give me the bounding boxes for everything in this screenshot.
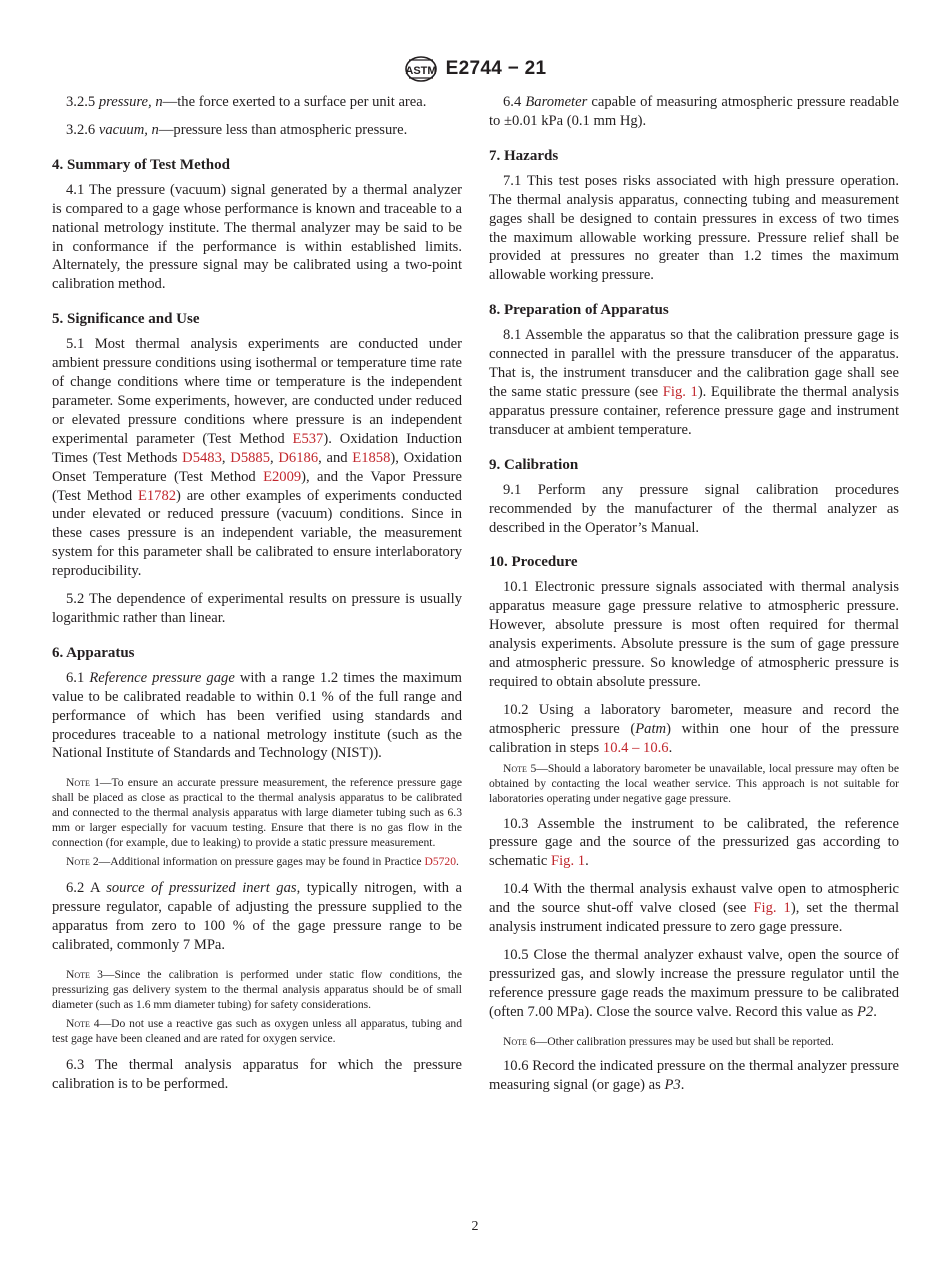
paragraph-8-1 [489,326,899,439]
note-label: Note 4 [66,1017,100,1030]
text-span: , [270,449,279,466]
note-text: —Do not use a reactive gas such as oxygen unless all apparatus, tubing and test gage have been cleaned and are rated for oxygen service. [52,1017,462,1045]
defined-term: Reference pressure gage [89,669,235,686]
note-text: —To ensure an accurate pressure measurement, the reference pressure gage shall be placed as close as practical to the thermal analysis apparatus to be calibrated and connected to the thermal analysis apparatus with large diameter tubing such as 6.3 mm or larger especially for vacuum testing. Ensure that there is no gas flow in the connection (for example, due to leaking) to provide a static pressure measurement. [52,776,462,850]
paragraph-10-4 [489,880,899,937]
defined-term: vacuum, n [98,121,159,138]
definition-text: —pressure less than atmospheric pressure. [158,121,408,138]
note-label: Note 3 [66,968,103,981]
clause-number: 6.1 [66,669,90,686]
reference-link-fig-1[interactable]: Fig. 1 [753,900,791,917]
symbol-term: Patm [635,720,667,737]
text-span: . [585,853,589,870]
paragraph-3-2-6 [52,121,462,140]
note-4 [52,1016,462,1046]
paragraph-6-3: 6.3 The thermal analysis apparatus for which the pressure calibration is to be performed. [52,1057,462,1092]
text-span: , typically nitrogen, with a pressure regulator, capable of adjusting the pressure supplied to the apparatus from zero to 100 % of the gage pressure range to be calibrated, commonly 7 MPa. [52,880,463,954]
defined-term: source of pressurized inert gas [106,880,297,897]
page-header [0,54,950,84]
note-text: —Additional information on pressure gages may be found in Practice [98,855,425,869]
note-text: —Since the calibration is performed under static flow conditions, the pressurizing gas delivery system to the thermal analysis apparatus should be of small diameter (such as 1.6 mm diameter tubing) for safety considerations. [52,968,462,1011]
right-column [489,93,899,1103]
text-span: , and [318,449,353,466]
text-span: . [873,1003,877,1020]
clause-number: 6.2 A [66,880,107,897]
astm-logo-icon [404,55,438,83]
defined-term: pressure, n [98,94,163,110]
note-3 [52,967,462,1012]
text-span: ), set the thermal analysis instrument indicated pressure to zero gage pressure. [489,900,900,936]
text-span: . [680,1076,685,1093]
reference-link-e1858[interactable]: E1858 [352,449,391,466]
reference-link-d5720[interactable]: D5720 [424,855,457,869]
note-6 [489,1034,899,1049]
paragraph-3-2-5 [52,93,462,112]
text-span: 10.6 Record the indicated pressure on the thermal analyzer pressure measuring signal (or gage) as [489,1057,899,1093]
clause-number: 6.4 [503,94,526,110]
reference-link-e1782[interactable]: E1782 [137,487,177,504]
text-span: 5.1 Most thermal analysis experiments are conducted under ambient pressure conditions using isothermal or temperature time rate of change conditions where time or temperature is the independent parameter. Some experiments, however, are conducted under reduced or elevated pressure conditions where pressure is an independent experimental parameter (Test Method [52,336,462,447]
clause-number: 3.2.5 [66,94,99,110]
text-span: 8.1 Assemble the apparatus so that the calibration pressure gage is connected in parallel with the pressure transducer of the apparatus. That is, the instrument transducer and the calibration gage shall see the same static pressure (see [489,327,899,400]
note-text: —Other calibration pressures may be used but shall be reported. [535,1034,834,1048]
reference-link-e537[interactable]: E537 [292,430,324,447]
text-span: , [221,449,231,466]
notes-group-1-2 [52,775,462,869]
text-span: ), Oxidation Onset Temperature (Test Method [52,449,463,485]
text-span: 10.5 Close the thermal analyzer exhaust valve, open the source of pressurized gas, and slowly increase the pressure regulator until the reference pressure gage reads the maximum pressure to be calibrated (often 7.00 MPa). Close the source valve. Record this value as [489,947,899,1020]
note-label: Note 6 [503,1034,536,1048]
text-span: 10.2 Using a laboratory barometer, measure and record the atmospheric pressure ( [489,701,899,737]
paragraph-10-1: 10.1 Electronic pressure signals associated with thermal analysis apparatus measure gage pressure relative to atmospheric pressure. However, absolute pressure is most often required for thermal analysis experiments. Absolute pressure is the sum of gage pressure and atmospheric pressure. So knowledge of atmospheric pressure is required to obtain absolute pressure. [489,579,899,690]
svg-text:ASTM: ASTM [405,65,437,77]
reference-link-steps-10-4-10-6[interactable]: 10.4 – 10.6 [602,739,669,756]
reference-link-d5483[interactable]: D5483 [182,449,222,466]
paragraph-7-1: 7.1 This test poses risks associated with high pressure operation. The thermal analysis apparatus, connecting tubing and measurement gages shall be designed to contain pressures in excess of two times the maximum allowable working pressure. Pressure relief shall be provided at pressures no greater than 1.2 times the maximum allowable working pressure. [489,172,899,284]
paragraph-6-1 [52,669,462,764]
left-column [52,93,462,1103]
paragraph-10-3 [489,815,899,872]
paragraph-6-2 [52,879,462,955]
defined-term: Barometer [525,94,588,110]
paragraph-10-5 [489,946,899,1022]
text-span: ) are other examples of experiments conducted under elevated or reduced pressure (vacuum) conditions. Since in these cases pressure is an independent variable, the measurement system for this parameter shall be calibrated to ensure interlaboratory reproducibility. [52,487,462,580]
page-number: 2 [471,1219,479,1234]
paragraph-10-2 [489,701,899,758]
reference-link-fig-1[interactable]: Fig. 1 [662,383,698,400]
section-heading-9: 9. Calibration [489,456,579,473]
text-span: ) within one hour of the pressure calibration in steps [489,720,900,756]
paragraph-9-1: 9.1 Perform any pressure signal calibration procedures recommended by the manufacturer of the thermal analyzer as described in the Operator’s Manual. [489,481,899,536]
note-label: Note 1 [66,776,100,790]
document-designation: E2744 − 21 [445,58,547,79]
text-span: ). Equilibrate the thermal analysis apparatus pressure container, reference pressure gage and instrument transducer at ambient temperature. [489,383,900,438]
notes-group-3-4 [52,967,462,1046]
note-2 [52,854,462,869]
reference-link-d5885[interactable]: D5885 [230,449,271,466]
symbol-term: P2 [857,1003,874,1020]
note-label: Note 2 [66,855,99,869]
paragraph-6-4 [489,93,899,131]
text-span: ), and the Vapor Pressure (Test Method [52,468,462,504]
section-heading-4: 4. Summary of Test Method [52,156,230,173]
text-span: capable of measuring atmospheric pressure readable to ±0.01 kPa (0.1 mm Hg). [489,94,900,129]
text-span: ). Oxidation Induction Times (Test Methods [52,430,462,466]
paragraph-5-1 [52,335,462,581]
paragraph-10-6 [489,1057,899,1095]
note-text: —Should a laboratory barometer be unavailable, local pressure may often be obtained by contacting the local weather service. This approach is not suitable for laboratories operating under negative gage pressure. [489,761,899,805]
section-heading-7: 7. Hazards [489,147,559,164]
section-heading-8: 8. Preparation of Apparatus [489,302,669,319]
section-heading-5: 5. Significance and Use [52,311,200,328]
section-heading-10: 10. Procedure [489,554,578,571]
paragraph-4-1: 4.1 The pressure (vacuum) signal generated by a thermal analyzer is compared to a gage whose performance is known and traceable to a national metrology institute. The thermal analyzer may be said to be in conformance if the performance is within established limits. Alternately, the pressure signal may be calibrated using a two-point calibration method. [52,181,462,293]
reference-link-d6186[interactable]: D6186 [278,449,319,466]
definition-text: —the force exerted to a surface per unit area. [162,94,427,110]
text-span: 10.3 Assemble the instrument to be calibrated, the reference pressure gage and the source of the pressurized gas according to schematic [489,815,899,870]
reference-link-e2009[interactable]: E2009 [263,468,302,485]
note-text: . [456,855,459,869]
clause-number: 3.2.6 [66,121,99,138]
text-span: with a range 1.2 times the maximum value to be calibrated readable to within 0.1 % of the full range and performance of which has been verified using standards and procedures traceable to a national metrology institute (such as the National Institute of Standards and Technology (NIST)). [52,669,462,762]
symbol-term: P3 [664,1076,681,1093]
text-span: 10.4 With the thermal analysis exhaust valve open to atmospheric and the source shut-off valve closed (see [489,881,899,917]
text-span: . [668,739,673,756]
paragraph-5-2: 5.2 The dependence of experimental results on pressure is usually logarithmic rather than linear. [52,591,462,626]
note-5 [489,761,899,806]
reference-link-fig-1[interactable]: Fig. 1 [551,853,586,870]
section-heading-6: 6. Apparatus [52,644,135,661]
note-1 [52,775,462,850]
note-label: Note 5 [503,761,537,775]
